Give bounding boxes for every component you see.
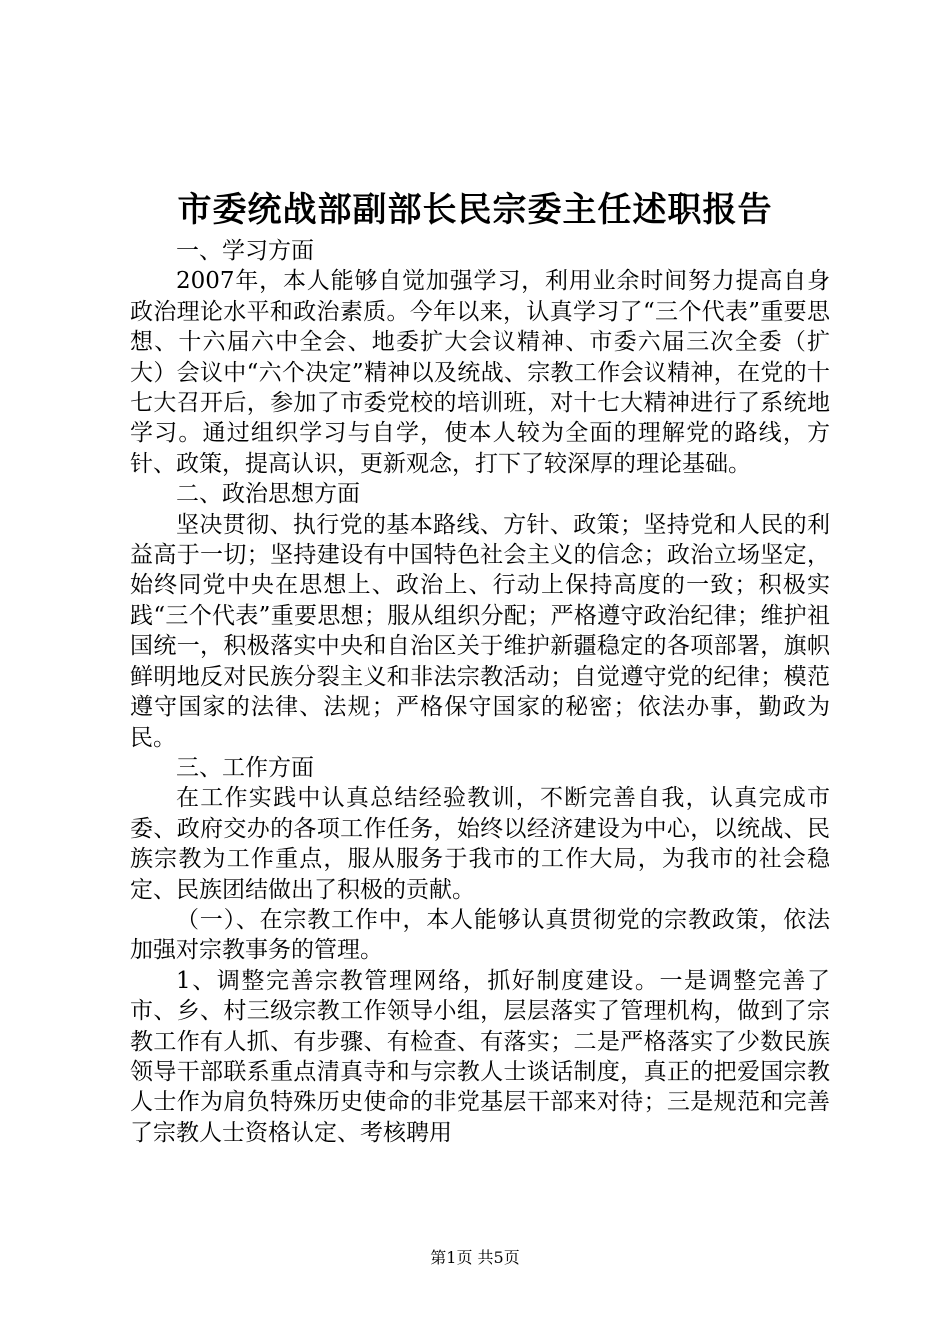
paragraph-religion-management: 1、调整完善宗教管理网络，抓好制度建设。一是调整完善了市、乡、村三级宗教工作领导小组，层层落实了管理机构，做到了宗教工作有人抓、有步骤、有检查、有落实；二是严格落实了少数民族领导干部联系重点清真寺和与宗教人士谈话制度，真正的把爱国宗教人士作为肩负特殊历史使命的非党基层干部来对待；三是规范和完善了宗教人士资格认定、考核聘用 — [130, 967, 830, 1146]
document-body — [130, 236, 830, 1148]
section-heading-political: 二、政治思想方面 — [176, 481, 360, 508]
subsection-heading-religion: （一）、在宗教工作中，本人能够认真贯彻党的宗教政策，依法加强对宗教事务的管理。 — [130, 906, 830, 964]
page-number-footer: 第1页 共5页 — [430, 1248, 520, 1267]
paragraph-political: 坚决贯彻、执行党的基本路线、方针、政策；坚持党和人民的利益高于一切；坚持建设有中国特色社会主义的信念；政治立场坚定，始终同党中央在思想上、政治上、行动上保持高度的一致；积极实践“三个代表”重要思想；服从组织分配；严格遵守政治纪律；维护祖国统一，积极落实中央和自治区关于维护新疆稳定的各项部署，旗帜鲜明地反对民族分裂主义和非法宗教活动；自觉遵守党的纪律；模范遵守国家的法律、法规；严格保守国家的秘密；依法办事，勤政为民。 — [130, 511, 830, 751]
document-title: 市委统战部副部长民宗委主任述职报告 — [177, 190, 773, 230]
paragraph-work: 在工作实践中认真总结经验教训，不断完善自我，认真完成市委、政府交办的各项工作任务，始终以经济建设为中心，以统战、民族宗教为工作重点，服从服务于我市的工作大局，为我市的社会稳定、民族团结做出了积极的贡献。 — [130, 785, 830, 903]
section-heading-study: 一、学习方面 — [176, 238, 314, 264]
section-heading-work: 三、工作方面 — [176, 754, 314, 781]
paragraph-study: 2007年，本人能够自觉加强学习，利用业余时间努力提高自身政治理论水平和政治素质。今年以来，认真学习了“三个代表”重要思想、十六届六中全会、地委扩大会议精神、市委六届三次全委（扩大）会议中“六个决定”精神以及统战、宗教工作会议精神，在党的十七大召开后，参加了市委党校的培训班，对十七大精神进行了系统地学习。通过组织学习与自学，使本人较为全面的理解党的路线，方针、政策，提高认识，更新观念，打下了较深厚的理论基础。 — [130, 268, 830, 477]
